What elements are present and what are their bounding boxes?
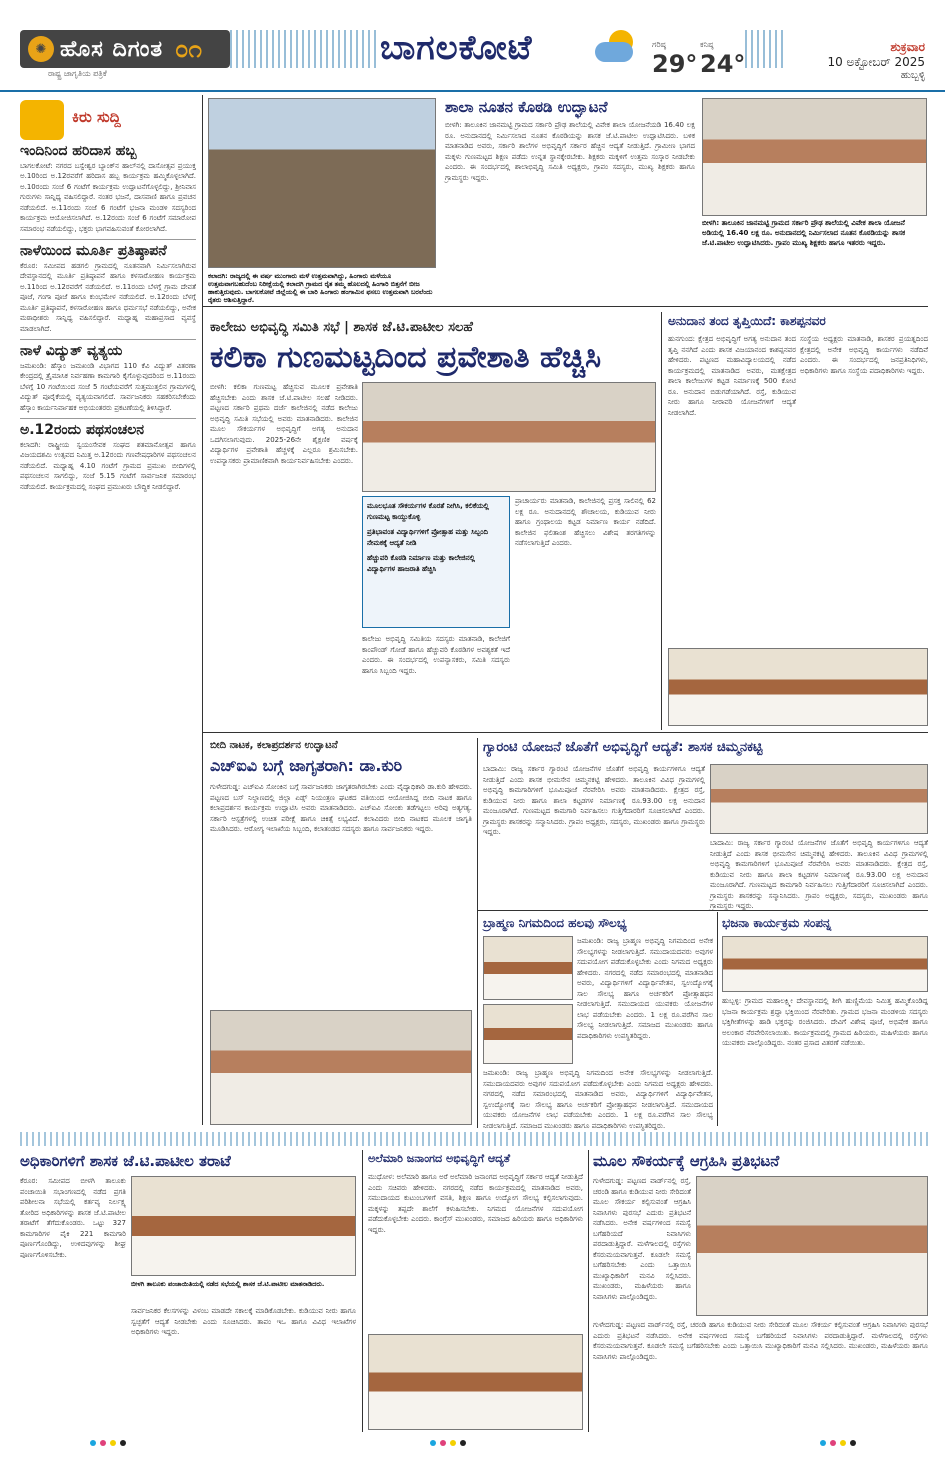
divider [20,339,196,340]
grant-felicitation-photo[interactable] [668,648,928,726]
inauguration-photo[interactable] [702,98,927,216]
briefs-column [20,140,196,1140]
column-rule [362,1150,363,1432]
alemari-photo[interactable] [368,1334,583,1430]
brief-item[interactable] [20,343,196,413]
min-temp: 24° [700,50,746,78]
inauguration-caption: ಬೀಳಗಿ: ತಾಲೂಕಿನ ಜಾನಮಟ್ಟಿ ಗ್ರಾಮದ ಸರ್ಕಾರಿ ಪ್ರೌಢ ಶಾಲೆಯಲ್ಲಿ ವಿವೇಕ ಶಾಲಾ ಯೋಜನೆ ಅಡಿಯಲ್ಲಿ 16.40 ಲಕ್ಷ ರೂ. ಅನುದಾನದಲ್ಲಿ ನಿರ್ಮಿಸಲಾದ ನೂತನ ಕೊಠಡಿಯನ್ನು ಶಾಸಕ ಜೆ.ಟಿ.ಪಾಟೀಲ ಉದ್ಘಾಟಿಸಿದರು. ಗ್ರಾಪಂ ಮುಖ್ಯ ಶಿಕ್ಷಕರು ಹಾಗೂ ಇತರರು ಇದ್ದರು. [702,219,906,247]
max-temp: 29° [652,50,698,78]
bhajan-photo[interactable] [722,936,928,992]
lead-headline[interactable]: ಕಲಿಕಾ ಗುಣಮಟ್ಟದಿಂದ ಪ್ರವೇಶಾತಿ ಹೆಚ್ಚಿಸಿ [210,340,602,375]
classroom-headline[interactable]: ಶಾಲಾ ನೂತನ ಕೊಠಡಿ ಉದ್ಘಾಟನೆ [445,98,608,116]
brief-body: ಕೆರೂರ: ಸಮೀಪದ ಹಡಗಲಿ ಗ್ರಾಮದಲ್ಲಿ ನೂತನವಾಗಿ ನಿರ್ಮಿಸಲಾಗಿರುವ ದೇವಸ್ಥಾನದಲ್ಲಿ ಮೂರ್ತಿ ಪ್ರತಿಷ್ಠಾಪನೆ ಹಾಗೂ ಕಳಸಾರೋಹಣ ಕಾರ್ಯಕ್ರಮ ಅ.11ರಿಂದ ಅ.12ರವರೆಗೆ ನಡೆಯಲಿದೆ. ಅ.11ರಂದು ಬೆಳಗ್ಗೆ ಗ್ರಾಮ ದೇವತೆ ಪೂಜೆ, ಗಂಗಾ ಪೂಜೆ ಹಾಗೂ ಕುಂಭಮೇಳ ನಡೆಯಲಿದೆ. ಅ.12ರಂದು ಬೆಳಗ್ಗೆ ಮೂರ್ತಿ ಪ್ರತಿಷ್ಠಾಪನೆ, ಕಳಸಾರೋಹಣ ಹಾಗೂ ಧರ್ಮಸಭೆ ನಡೆಯಲಿದ್ದು, ಅನೇಕ ಮಠಾಧೀಶರು ಸಾನ್ನಿಧ್ಯ ವಹಿಸಲಿದ್ದಾರೆ. ಮಧ್ಯಾಹ್ನ ಮಹಾಪ್ರಸಾದ ವ್ಯವಸ್ಥೆ ಮಾಡಲಾಗಿದೆ. [20,261,196,333]
lead-group-photo[interactable] [362,382,656,492]
masthead [0,0,945,92]
guarantee-body-cont: ಬಾದಾಮಿ: ರಾಜ್ಯ ಸರ್ಕಾರ ಗ್ಯಾರಂಟಿ ಯೋಜನೆಗಳ ಜೊತೆಗೆ ಅಭಿವೃದ್ಧಿ ಕಾರ್ಯಗಳಿಗೂ ಆದ್ಯತೆ ನೀಡುತ್ತಿದೆ ಎಂದು ಶಾಸಕ ಭೀಮಸೇನ ಚಿಮ್ಮನಕಟ್ಟಿ ಹೇಳಿದರು. ತಾಲೂಕಿನ ವಿವಿಧ ಗ್ರಾಮಗಳಲ್ಲಿ ಅಭಿವೃದ್ಧಿ ಕಾಮಗಾರಿಗಳಿಗೆ ಭೂಮಿಪೂಜೆ ನೆರವೇರಿಸಿ ಅವರು ಮಾತನಾಡಿದರು. ಕ್ಷೇತ್ರದ ರಸ್ತೆ, ಕುಡಿಯುವ ನೀರು ಹಾಗೂ ಶಾಲಾ ಕಟ್ಟಡಗಳ ನಿರ್ಮಾಣಕ್ಕೆ ರೂ.93.00 ಲಕ್ಷ ಅನುದಾನ ಮಂಜೂರಾಗಿದೆ. ಗುಣಮಟ್ಟದ ಕಾಮಗಾರಿ ನಿರ್ವಹಿಸಲು ಗುತ್ತಿಗೆದಾರರಿಗೆ ಸೂಚಿಸಲಾಗಿದೆ ಎಂದರು. ಗ್ರಾಮಸ್ಥರು ಶಾಸಕರನ್ನು ಸನ್ಮಾನಿಸಿದರು. ಗ್ರಾಪಂ ಅಧ್ಯಕ್ಷರು, ಸದಸ್ಯರು, ಮುಖಂಡರು ಹಾಗೂ ಗ್ರಾಮಸ್ಥರು ಇದ್ದರು. [710,839,928,910]
brief-body: ಜಮಖಂಡಿ: ಹೆಸ್ಕಾಂ ಜಮಖಂಡಿ ವಿಭಾಗದ 110 ಕೆವಿ ವಿದ್ಯುತ್ ವಿತರಣಾ ಕೇಂದ್ರದಲ್ಲಿ ತ್ರೈಮಾಸಿಕ ನಿರ್ವಹಣಾ ಕಾಮಗಾರಿ ಕೈಗೊಳ್ಳುವುದರಿಂದ ಅ.11ರಂದು ಬೆಳಗ್ಗೆ 10 ಗಂಟೆಯಿಂದ ಸಂಜೆ 5 ಗಂಟೆಯವರೆಗೆ ಸುತ್ತಮುತ್ತಲಿನ ಗ್ರಾಮಗಳಲ್ಲಿ ವಿದ್ಯುತ್ ಪೂರೈಕೆಯಲ್ಲಿ ವ್ಯತ್ಯಯವಾಗಲಿದೆ. ಸಾರ್ವಜನಿಕರು ಸಹಕರಿಸಬೇಕೆಂದು ಹೆಸ್ಕಾಂ ಕಾರ್ಯನಿರ್ವಾಹಕ ಅಭಿಯಂತರರು ಪ್ರಕಟಣೆಯಲ್ಲಿ ತಿಳಿಸಿದ್ದಾರೆ. [20,361,196,412]
grant-headline[interactable]: ಅನುದಾನ ತಂದ ತೃಪ್ತಿಯಿದೆ: ಕಾಶಪ್ಪನವರ [668,314,826,328]
lead-body-3: ಕಾಲೇಜು ಅಭಿವೃದ್ಧಿ ಸಮಿತಿಯ ಸದಸ್ಯರು ಮಾತನಾಡಿ, ಕಾಲೇಜಿಗೆ ಕಾಂಪೌಂಡ್ ಗೋಡೆ ಹಾಗೂ ಹೆಚ್ಚುವರಿ ಕೊಠಡಿಗಳ ಅವಶ್ಯಕತೆ ಇದೆ ಎಂದರು. ಈ ಸಂದರ್ಭದಲ್ಲಿ ಉಪನ್ಯಾಸಕರು, ಸಮಿತಿ ಸದಸ್ಯರು ಹಾಗೂ ಸಿಬ್ಬಂದಿ ಇದ್ದರು. [362,635,510,675]
section-rule [203,732,928,733]
protest-headline[interactable]: ಮೂಲ ಸೌಕರ್ಯಕ್ಕೆ ಆಗ್ರಹಿಸಿ ಪ್ರತಿಭಟನೆ [593,1152,780,1170]
lead-quotes-box [362,496,510,628]
max-temp-block [652,40,697,78]
street-play-photo[interactable] [210,1010,472,1125]
print-registration-marks [90,1440,126,1446]
protest-body-2: ಗುಳೇದಗುಡ್ಡ: ಪಟ್ಟಣದ ವಾರ್ಡ್‌ನಲ್ಲಿ ರಸ್ತೆ, ಚರಂಡಿ ಹಾಗೂ ಕುಡಿಯುವ ನೀರು ಸೇರಿದಂತೆ ಮೂಲ ಸೌಕರ್ಯ ಕಲ್ಪಿಸುವಂತೆ ಆಗ್ರಹಿಸಿ ನಿವಾಸಿಗಳು ಪುರಸಭೆ ಎದುರು ಪ್ರತಿಭಟನೆ ನಡೆಸಿದರು. ಅನೇಕ ವರ್ಷಗಳಿಂದ ಸಮಸ್ಯೆ ಬಗೆಹರಿಯದೆ ನಿವಾಸಿಗಳು ಪರದಾಡುತ್ತಿದ್ದಾರೆ. ಮಳೆಗಾಲದಲ್ಲಿ ರಸ್ತೆಗಳು ಕೆಸರುಮಯವಾಗುತ್ತವೆ. ಕೂಡಲೇ ಸಮಸ್ಯೆ ಬಗೆಹರಿಸಬೇಕು ಎಂದು ಒತ್ತಾಯಿಸಿ ಮುಖ್ಯಾಧಿಕಾರಿಗೆ ಮನವಿ ಸಲ್ಲಿಸಿದರು. ಮುಖಂಡರು, ಮಹಿಳೆಯರು ಹಾಗೂ ನಿವಾಸಿಗಳು ಪಾಲ್ಗೊಂಡಿದ್ದರು. [593,1321,928,1361]
column-rule [477,738,478,1128]
max-temp-label: ಗರಿಷ್ಠ [652,40,666,49]
column-rule [588,1150,589,1432]
edition-name: ಹುಬ್ಬಳ್ಳಿ [900,70,925,81]
farmer-photo-caption: ಕಲಾದಗಿ: ರಾಜ್ಯದಲ್ಲಿ ಈ ವರ್ಷ ಮುಂಗಾರು ಮಳೆ ಉತ್ತಮವಾಗಿದ್ದು, ಹಿಂಗಾರು ಮಳೆಯೂ ಉತ್ತಮವಾಗಬಹುದೆಂಬ ನಿರೀಕ್ಷೆಯಲ್ಲಿ ಕಲಾದಗಿ ಗ್ರಾಮದ ರೈತ ತಮ್ಮ ಹೊಲದಲ್ಲಿ ಹಿಂಗಾರಿ ಬಿತ್ತನೆಗೆ ಬೀಜ ಹಾಕುತ್ತಿರುವುದು. ಬಾಗಲಕೋಟೆ ಜಿಲ್ಲೆಯಲ್ಲಿ ಈ ಬಾರಿ ಹಿಂಗಾರು ಹಂಗಾಮಿನ ಫಸಲು ಉತ್ತಮವಾಗಿ ಬರಲೆಂದು ರೈತರು ಆಶಿಸುತ್ತಿದ್ದಾರೆ. [208,272,433,304]
brahmin-photo-1[interactable] [483,936,573,1000]
column-rule [661,312,662,730]
quote-item: ಪ್ರತಿಭಾವಂತ ವಿದ್ಯಾರ್ಥಿಗಳಿಗೆ ಪ್ರೋತ್ಸಾಹ ಮತ್ತು ಸಿಬ್ಬಂದಿ ನೇಮಕಕ್ಕೆ ಆದ್ಯತೆ ನೀಡಿ [367,528,489,547]
officials-photo-caption: ಬೀಳಗಿ ತಾಲೂಕು ಪಂಚಾಯಿತಿಯಲ್ಲಿ ನಡೆದ ಸಭೆಯಲ್ಲಿ ಶಾಸಕ ಜೆ.ಟಿ.ಪಾಟೀಲ ಮಾತನಾಡಿದರು. [131,1280,325,1288]
weekday: ಶುಕ್ರವಾರ [890,40,925,54]
guarantee-photo[interactable] [710,764,928,834]
quote-item: ಮೂಲಭೂತ ಸೌಕರ್ಯಗಳ ಕೊರತೆ ನೀಗಿಸಿ, ಕಲಿಕೆಯಲ್ಲಿ ಗುಣಮಟ್ಟ ಕಾಯ್ದುಕೊಳ್ಳಿ [367,502,489,521]
brahmin-photo-2[interactable] [483,1004,573,1064]
protest-body-1: ಗುಳೇದಗುಡ್ಡ: ಪಟ್ಟಣದ ವಾರ್ಡ್‌ನಲ್ಲಿ ರಸ್ತೆ, ಚರಂಡಿ ಹಾಗೂ ಕುಡಿಯುವ ನೀರು ಸೇರಿದಂತೆ ಮೂಲ ಸೌಕರ್ಯ ಕಲ್ಪಿಸುವಂತೆ ಆಗ್ರಹಿಸಿ ನಿವಾಸಿಗಳು ಪುರಸಭೆ ಎದುರು ಪ್ರತಿಭಟನೆ ನಡೆಸಿದರು. ಅನೇಕ ವರ್ಷಗಳಿಂದ ಸಮಸ್ಯೆ ಬಗೆಹರಿಯದೆ ನಿವಾಸಿಗಳು ಪರದಾಡುತ್ತಿದ್ದಾರೆ. ಮಳೆಗಾಲದಲ್ಲಿ ರಸ್ತೆಗಳು ಕೆಸರುಮಯವಾಗುತ್ತವೆ. ಕೂಡಲೇ ಸಮಸ್ಯೆ ಬಗೆಹರಿಸಬೇಕು ಎಂದು ಒತ್ತಾಯಿಸಿ ಮುಖ್ಯಾಧಿಕಾರಿಗೆ ಮನವಿ ಸಲ್ಲಿಸಿದರು. ಮುಖಂಡರು, ಮಹಿಳೆಯರು ಹಾಗೂ ನಿವಾಸಿಗಳು ಪಾಲ್ಗೊಂಡಿದ್ದರು. [593,1177,691,1301]
brief-item[interactable] [20,143,196,234]
officials-headline[interactable]: ಅಧಿಕಾರಿಗಳಿಗೆ ಶಾಸಕ ಜೆ.ಟಿ.ಪಾಟೀಲ ತರಾಟೆ [20,1152,231,1170]
brahmin-body: ಜಮಖಂಡಿ: ರಾಜ್ಯ ಬ್ರಾಹ್ಮಣ ಅಭಿವೃದ್ಧಿ ನಿಗಮದಿಂದ ಅನೇಕ ಸೌಲಭ್ಯಗಳನ್ನು ನೀಡಲಾಗುತ್ತಿದೆ. ಸಮುದಾಯದವರು ಅವುಗಳ ಸದುಪಯೋಗ ಪಡೆದುಕೊಳ್ಳಬೇಕು ಎಂದು ನಿಗಮದ ಅಧ್ಯಕ್ಷರು ಹೇಳಿದರು. ನಗರದಲ್ಲಿ ನಡೆದ ಸಮಾರಂಭದಲ್ಲಿ ಮಾತನಾಡಿದ ಅವರು, ವಿದ್ಯಾರ್ಥಿಗಳಿಗೆ ವಿದ್ಯಾರ್ಥಿವೇತನ, ಸ್ವಉದ್ಯೋಗಕ್ಕೆ ಸಾಲ ಸೌಲಭ್ಯ ಹಾಗೂ ಅರ್ಚಕರಿಗೆ ಪ್ರೋತ್ಸಾಹಧನ ನೀಡಲಾಗುತ್ತಿದೆ. ಸಮುದಾಯದ ಯುವಕರು ಯೋಜನೆಗಳ ಲಾಭ ಪಡೆಯಬೇಕು ಎಂದರು. 1 ಲಕ್ಷ ರೂ.ವರೆಗಿನ ಸಾಲ ಸೌಲಭ್ಯ ನೀಡಲಾಗುತ್ತಿದೆ. ಸಮಾಜದ ಮುಖಂಡರು ಹಾಗೂ ಪದಾಧಿಕಾರಿಗಳು ಉಪಸ್ಥಿತರಿದ್ದರು. [483,1069,713,1130]
briefs-section-label [20,100,200,140]
min-temp-block [700,40,745,78]
lamp-icon: ✺ [28,36,54,62]
brief-headline: ನಾಳೆ ವಿದ್ಯುತ್ ವ್ಯತ್ಯಯ [20,343,123,359]
logo-tagline: ರಾಷ್ಟ್ರ ಜಾಗೃತಿಯ ಪತ್ರಿಕೆ [48,69,107,78]
lead-body-1: ಬೀಳಗಿ: ಕಲಿಕಾ ಗುಣಮಟ್ಟ ಹೆಚ್ಚಿಸುವ ಮೂಲಕ ಪ್ರವೇಶಾತಿ ಹೆಚ್ಚಿಸಬೇಕು ಎಂದು ಶಾಸಕ ಜೆ.ಟಿ.ಪಾಟೀಲ ಸಲಹೆ ನೀಡಿದರು. ಪಟ್ಟಣದ ಸರ್ಕಾರಿ ಪ್ರಥಮ ದರ್ಜೆ ಕಾಲೇಜಿನಲ್ಲಿ ನಡೆದ ಕಾಲೇಜು ಅಭಿವೃದ್ಧಿ ಸಮಿತಿ ಸಭೆಯಲ್ಲಿ ಅವರು ಮಾತನಾಡಿದರು. ಕಾಲೇಜಿನ ಮೂಲ ಸೌಕರ್ಯಗಳ ಅಭಿವೃದ್ಧಿಗೆ ಅಗತ್ಯ ಅನುದಾನ ಒದಗಿಸಲಾಗುವುದು. 2025-26ನೇ ಶೈಕ್ಷಣಿಕ ವರ್ಷಕ್ಕೆ ವಿದ್ಯಾರ್ಥಿಗಳ ಪ್ರವೇಶಾತಿ ಹೆಚ್ಚಳಕ್ಕೆ ಎಲ್ಲರೂ ಶ್ರಮಿಸಬೇಕು. ಉಪನ್ಯಾಸಕರು ಪ್ರಾಮಾಣಿಕವಾಗಿ ಕಾರ್ಯನಿರ್ವಹಿಸಬೇಕು ಎಂದರು. [210,383,358,465]
edition-city-title: ಬಾಗಲಕೋಟೆ [380,28,533,68]
classroom-body: ಬೀಳಗಿ: ತಾಲೂಕಿನ ಜಾನಮಟ್ಟಿ ಗ್ರಾಮದ ಸರ್ಕಾರಿ ಪ್ರೌಢ ಶಾಲೆಯಲ್ಲಿ ವಿವೇಕ ಶಾಲಾ ಯೋಜನೆಯಡಿ 16.40 ಲಕ್ಷ ರೂ. ಅನುದಾನದಲ್ಲಿ ನಿರ್ಮಿಸಲಾದ ನೂತನ ಕೊಠಡಿಯನ್ನು ಶಾಸಕ ಜೆ.ಟಿ.ಪಾಟೀಲ ಉದ್ಘಾಟಿಸಿದರು. ಬಳಿಕ ಮಾತನಾಡಿದ ಅವರು, ಸರ್ಕಾರಿ ಶಾಲೆಗಳ ಅಭಿವೃದ್ಧಿಗೆ ಸರ್ಕಾರ ಹೆಚ್ಚಿನ ಆದ್ಯತೆ ನೀಡುತ್ತಿದೆ. ಗ್ರಾಮೀಣ ಭಾಗದ ಮಕ್ಕಳು ಗುಣಮಟ್ಟದ ಶಿಕ್ಷಣ ಪಡೆದು ಉನ್ನತ ಸ್ಥಾನಕ್ಕೇರಬೇಕು. ಶಿಕ್ಷಕರು ಮಕ್ಕಳಿಗೆ ಉತ್ತಮ ಸಂಸ್ಕಾರ ನೀಡಬೇಕು ಎಂದರು. ಈ ಸಂದರ್ಭದಲ್ಲಿ ಶಾಲಾಭಿವೃದ್ಧಿ ಸಮಿತಿ ಅಧ್ಯಕ್ಷರು, ಗ್ರಾಪಂ ಸದಸ್ಯರು, ಮುಖ್ಯ ಶಿಕ್ಷಕರು ಹಾಗೂ ಗ್ರಾಮಸ್ಥರು ಇದ್ದರು. [445,121,695,182]
lead-body-2: ಪ್ರಾಚಾರ್ಯರು ಮಾತನಾಡಿ, ಕಾಲೇಜಿನಲ್ಲಿ ಪ್ರಸಕ್ತ ಸಾಲಿನಲ್ಲಿ 62 ಲಕ್ಷ ರೂ. ಅನುದಾನದಲ್ಲಿ ಶೌಚಾಲಯ, ಕುಡಿಯುವ ನೀರು ಹಾಗೂ ಗ್ರಂಥಾಲಯ ಕಟ್ಟಡ ನಿರ್ಮಾಣ ಕಾರ್ಯ ನಡೆದಿದೆ. ಕಾಲೇಜಿನ ಫಲಿತಾಂಶ ಹೆಚ್ಚಿಸಲು ವಿಶೇಷ ತರಗತಿಗಳನ್ನು ನಡೆಸಲಾಗುತ್ತಿದೆ ಎಂದರು. [515,497,656,547]
divider [20,239,196,240]
section-rule [203,306,928,307]
officials-photo[interactable] [131,1176,356,1276]
officials-body-1: ಕೆರೂರ: ಸಮೀಪದ ಬೀಳಗಿ ತಾಲೂಕು ಪಂಚಾಯಿತಿ ಸಭಾಂಗಣದಲ್ಲಿ ನಡೆದ ಪ್ರಗತಿ ಪರಿಶೀಲನಾ ಸಭೆಯಲ್ಲಿ ಕರ್ತವ್ಯ ನಿರ್ಲಕ್ಷ್ಯ ತೋರಿದ ಅಧಿಕಾರಿಗಳನ್ನು ಶಾಸಕ ಜೆ.ಟಿ.ಪಾಟೀಲ ತರಾಟೆಗೆ ತೆಗೆದುಕೊಂಡರು. ಒಟ್ಟು 327 ಕಾಮಗಾರಿಗಳ ಪೈಕಿ 221 ಕಾಮಗಾರಿ ಪೂರ್ಣಗೊಂಡಿದ್ದು, ಉಳಿದವುಗಳನ್ನು ಶೀಘ್ರ ಪೂರ್ಣಗೊಳಿಸಬೇಕು. [20,1177,126,1259]
guarantee-body: ಬಾದಾಮಿ: ರಾಜ್ಯ ಸರ್ಕಾರ ಗ್ಯಾರಂಟಿ ಯೋಜನೆಗಳ ಜೊತೆಗೆ ಅಭಿವೃದ್ಧಿ ಕಾರ್ಯಗಳಿಗೂ ಆದ್ಯತೆ ನೀಡುತ್ತಿದೆ ಎಂದು ಶಾಸಕ ಭೀಮಸೇನ ಚಿಮ್ಮನಕಟ್ಟಿ ಹೇಳಿದರು. ತಾಲೂಕಿನ ವಿವಿಧ ಗ್ರಾಮಗಳಲ್ಲಿ ಅಭಿವೃದ್ಧಿ ಕಾಮಗಾರಿಗಳಿಗೆ ಭೂಮಿಪೂಜೆ ನೆರವೇರಿಸಿ ಅವರು ಮಾತನಾಡಿದರು. ಕ್ಷೇತ್ರದ ರಸ್ತೆ, ಕುಡಿಯುವ ನೀರು ಹಾಗೂ ಶಾಲಾ ಕಟ್ಟಡಗಳ ನಿರ್ಮಾಣಕ್ಕೆ ರೂ.93.00 ಲಕ್ಷ ಅನುದಾನ ಮಂಜೂರಾಗಿದೆ. ಗುಣಮಟ್ಟದ ಕಾಮಗಾರಿ ನಿರ್ವಹಿಸಲು ಗುತ್ತಿಗೆದಾರರಿಗೆ ಸೂಚಿಸಲಾಗಿದೆ ಎಂದರು. ಗ್ರಾಮಸ್ಥರು ಶಾಸಕರನ್ನು ಸನ್ಮಾನಿಸಿದರು. ಗ್ರಾಪಂ ಅಧ್ಯಕ್ಷರು, ಸದಸ್ಯರು, ಮುಖಂಡರು ಹಾಗೂ ಗ್ರಾಮಸ್ಥರು ಇದ್ದರು. [483,765,705,836]
bhajan-body: ಹುಬ್ಬಳ್ಳಿ: ಗ್ರಾಮದ ಮಹಾಲಕ್ಷ್ಮೀ ದೇವಸ್ಥಾನದಲ್ಲಿ ಶೀಗಿ ಹುಣ್ಣಿಮೆಯ ನಿಮಿತ್ತ ಹಮ್ಮಿಕೊಂಡಿದ್ದ ಭಜನಾ ಕಾರ್ಯಕ್ರಮ ಶ್ರದ್ಧಾ ಭಕ್ತಿಯಿಂದ ನೆರವೇರಿತು. ಗ್ರಾಮದ ಭಜನಾ ಮಂಡಳಿಯ ಸದಸ್ಯರು ಭಕ್ತಿಗೀತೆಗಳನ್ನು ಹಾಡಿ ಭಕ್ತರನ್ನು ರಂಜಿಸಿದರು. ದೇವಿಗೆ ವಿಶೇಷ ಪೂಜೆ, ಅಭಿಷೇಕ ಹಾಗೂ ಅಲಂಕಾರ ನೆರವೇರಿಸಲಾಯಿತು. ಕಾರ್ಯಕ್ರಮದಲ್ಲಿ ಗ್ರಾಮದ ಹಿರಿಯರು, ಮಹಿಳೆಯರು ಹಾಗೂ ಯುವಕರು ಪಾಲ್ಗೊಂಡಿದ್ದರು. ನಂತರ ಪ್ರಸಾದ ವಿತರಣೆ ನಡೆಯಿತು. [722,997,928,1047]
brahmin-body-top: ಜಮಖಂಡಿ: ರಾಜ್ಯ ಬ್ರಾಹ್ಮಣ ಅಭಿವೃದ್ಧಿ ನಿಗಮದಿಂದ ಅನೇಕ ಸೌಲಭ್ಯಗಳನ್ನು ನೀಡಲಾಗುತ್ತಿದೆ. ಸಮುದಾಯದವರು ಅವುಗಳ ಸದುಪಯೋಗ ಪಡೆದುಕೊಳ್ಳಬೇಕು ಎಂದು ನಿಗಮದ ಅಧ್ಯಕ್ಷರು ಹೇಳಿದರು. ನಗರದಲ್ಲಿ ನಡೆದ ಸಮಾರಂಭದಲ್ಲಿ ಮಾತನಾಡಿದ ಅವರು, ವಿದ್ಯಾರ್ಥಿಗಳಿಗೆ ವಿದ್ಯಾರ್ಥಿವೇತನ, ಸ್ವಉದ್ಯೋಗಕ್ಕೆ ಸಾಲ ಸೌಲಭ್ಯ ಹಾಗೂ ಅರ್ಚಕರಿಗೆ ಪ್ರೋತ್ಸಾಹಧನ ನೀಡಲಾಗುತ್ತಿದೆ. ಸಮುದಾಯದ ಯುವಕರು ಯೋಜನೆಗಳ ಲಾಭ ಪಡೆಯಬೇಕು ಎಂದರು. 1 ಲಕ್ಷ ರೂ.ವರೆಗಿನ ಸಾಲ ಸೌಲಭ್ಯ ನೀಡಲಾಗುತ್ತಿದೆ. ಸಮಾಜದ ಮುಖಂಡರು ಹಾಗೂ ಪದಾಧಿಕಾರಿಗಳು ಉಪಸ್ಥಿತರಿದ್ದರು. [577,937,713,1040]
quote-item: ಹೆಚ್ಚುವರಿ ಕೊಠಡಿ ನಿರ್ಮಾಣ ಮತ್ತು ಕಾಲೇಜಿನಲ್ಲಿ ವಿದ್ಯಾರ್ಥಿಗಳ ಹಾಜರಾತಿ ಹೆಚ್ಚಿಸಿ [367,554,475,573]
officials-body-2: ಸಾರ್ವಜನಿಕರ ಕೆಲಸಗಳನ್ನು ವಿಳಂಬ ಮಾಡದೇ ಸಕಾಲಕ್ಕೆ ಮಾಡಿಕೊಡಬೇಕು. ಕುಡಿಯುವ ನೀರು ಹಾಗೂ ಸ್ವಚ್ಛತೆಗೆ ಆದ್ಯತೆ ನೀಡಬೇಕು ಎಂದು ಸೂಚಿಸಿದರು. ತಾಪಂ ಇಒ ಹಾಗೂ ವಿವಿಧ ಇಲಾಖೆಗಳ ಅಧಿಕಾರಿಗಳು ಇದ್ದರು. [131,1307,356,1336]
protest-photo[interactable] [696,1176,928,1316]
bhajan-headline[interactable]: ಭಜನಾ ಕಾರ್ಯಕ್ರಮ ಸಂಪನ್ನ [722,916,832,930]
min-temp-label: ಕನಿಷ್ಠ [700,40,714,49]
brief-headline: ಇಂದಿನಿಂದ ಹರಿದಾಸ ಹಬ್ಬ [20,143,137,159]
column-rule [717,912,718,1126]
brahmin-headline[interactable]: ಬ್ರಾಹ್ಮಣ ನಿಗಮದಿಂದ ಹಲವು ಸೌಲಭ್ಯ [483,916,627,930]
issue-date: 10 ಅಕ್ಟೋಬರ್ 2025 [827,55,925,69]
logo-text: ಹೊಸ ದಿಗಂತ [60,36,164,62]
print-registration-marks [430,1440,466,1446]
brief-body: ಬಾಗಲಕೋಟೆ: ನಗರದ ಬಸ್ವೇಶ್ವರ ಬ್ಯಾಂಕ್‌ನ ಹಾಲ್‌ನಲ್ಲಿ ದಾಸೋತ್ಸವ ಪ್ರಯುಕ್ತ ಅ.10ರಿಂದ ಅ.12ರವರೆಗೆ ಹರಿದಾಸ ಹಬ್ಬ ಕಾರ್ಯಕ್ರಮ ಹಮ್ಮಿಕೊಳ್ಳಲಾಗಿದೆ. ಅ.10ರಂದು ಸಂಜೆ 6 ಗಂಟೆಗೆ ಕಾರ್ಯಕ್ರಮ ಉದ್ಘಾಟನೆಗೊಳ್ಳಲಿದ್ದು, ಶ್ರೀನಿವಾಸ ಗುರುಗಳು ಸಾನ್ನಿಧ್ಯ ವಹಿಸಲಿದ್ದಾರೆ. ನಂತರ ಭಜನೆ, ದಾಸವಾಣಿ ಹಾಗೂ ಪ್ರವಚನ ನಡೆಯಲಿದೆ. ಅ.11ರಂದು ಸಂಜೆ 6 ಗಂಟೆಗೆ ಭಜನಾ ಮಂಡಳಿ ಸದಸ್ಯರಿಂದ ಕಾರ್ಯಕ್ರಮ ಆಯೋಜಿಸಲಾಗಿದೆ. ಅ.12ರಂದು ಸಂಜೆ 6 ಗಂಟೆಗೆ ಸಮಾರೋಪ ಸಮಾರಂಭ ನಡೆಯಲಿದ್ದು, ಭಕ್ತರು ಭಾಗವಹಿಸುವಂತೆ ಕೋರಲಾಗಿದೆ. [20,161,196,233]
bottom-section-rule [20,1132,928,1146]
hatch-decoration-right [745,30,785,68]
date-block [785,40,925,81]
briefs-title: ಕಿರು ಸುದ್ದಿ [72,108,121,126]
lead-kicker: ಕಾಲೇಜು ಅಭಿವೃದ್ಧಿ ಸಮಿತಿ ಸಭೆ | ಶಾಸಕ ಜೆ.ಟಿ.ಪಾಟೀಲ ಸಲಹೆ [210,320,473,335]
brief-headline: ಅ.12ರಂದು ಪಥಸಂಚಲನ [20,422,145,438]
alemari-body: ಮುಧೋಳ: ಅಲೆಮಾರಿ ಹಾಗೂ ಅರೆ ಅಲೆಮಾರಿ ಜನಾಂಗದ ಅಭಿವೃದ್ಧಿಗೆ ಸರ್ಕಾರ ಆದ್ಯತೆ ನೀಡುತ್ತಿದೆ ಎಂದು ಸಚಿವರು ಹೇಳಿದರು. ನಗರದಲ್ಲಿ ನಡೆದ ಕಾರ್ಯಕ್ರಮದಲ್ಲಿ ಮಾತನಾಡಿದ ಅವರು, ಸಮುದಾಯದ ಕುಟುಂಬಗಳಿಗೆ ವಸತಿ, ಶಿಕ್ಷಣ ಹಾಗೂ ಉದ್ಯೋಗ ಸೌಲಭ್ಯ ಕಲ್ಪಿಸಲಾಗುವುದು. ಮಕ್ಕಳನ್ನು ತಪ್ಪದೇ ಶಾಲೆಗೆ ಕಳುಹಿಸಬೇಕು. ನಿಗಮದ ಯೋಜನೆಗಳ ಸದುಪಯೋಗ ಪಡೆದುಕೊಳ್ಳಬೇಕು ಎಂದರು. ಕಾಂಗ್ರೆಸ್ ಮುಖಂಡರು, ಸಮಾಜದ ಹಿರಿಯರು ಹಾಗೂ ಅಧಿಕಾರಿಗಳು ಇದ್ದರು. [368,1173,583,1234]
guarantee-headline[interactable]: ಗ್ಯಾರಂಟಿ ಯೋಜನೆ ಜೊತೆಗೆ ಅಭಿವೃದ್ಧಿಗೆ ಆದ್ಯತೆ: ಶಾಸಕ ಚಿಮ್ಮನಕಟ್ಟಿ [483,740,763,755]
weather-icon [595,30,639,66]
street-play-body: ಗುಳೇದಗುಡ್ಡ: ಎಚ್‌ಐವಿ ಸೋಂಕಿನ ಬಗ್ಗೆ ಸಾರ್ವಜನಿಕರು ಜಾಗೃತರಾಗಿರಬೇಕು ಎಂದು ವೈದ್ಯಾಧಿಕಾರಿ ಡಾ.ಕುರಿ ಹೇಳಿದರು. ಪಟ್ಟಣದ ಬಸ್ ನಿಲ್ದಾಣದಲ್ಲಿ ಜಿಲ್ಲಾ ಏಡ್ಸ್ ನಿಯಂತ್ರಣ ಘಟಕದ ವತಿಯಿಂದ ಆಯೋಜಿಸಿದ್ದ ಬೀದಿ ನಾಟಕ ಹಾಗೂ ಕಲಾಪ್ರದರ್ಶನ ಕಾರ್ಯಕ್ರಮ ಉದ್ಘಾಟಿಸಿ ಅವರು ಮಾತನಾಡಿದರು. ಎಚ್‌ಐವಿ ಸೋಂಕು ತಡೆಗಟ್ಟಲು ಅರಿವು ಅತ್ಯಗತ್ಯ. ಸರ್ಕಾರಿ ಆಸ್ಪತ್ರೆಗಳಲ್ಲಿ ಉಚಿತ ಪರೀಕ್ಷೆ ಹಾಗೂ ಚಿಕಿತ್ಸೆ ಲಭ್ಯವಿದೆ. ಕಲಾವಿದರು ಬೀದಿ ನಾಟಕದ ಮೂಲಕ ಜಾಗೃತಿ ಮೂಡಿಸಿದರು. ಆರೋಗ್ಯ ಇಲಾಖೆಯ ಸಿಬ್ಬಂದಿ, ಕಲಾತಂಡದ ಸದಸ್ಯರು ಹಾಗೂ ಸಾರ್ವಜನಿಕರು ಇದ್ದರು. [210,783,472,833]
page-number: ೦೧ [175,35,202,63]
alemari-headline[interactable]: ಅಲೆಮಾರಿ ಜನಾಂಗದ ಅಭಿವೃದ್ಧಿಗೆ ಆದ್ಯತೆ [368,1152,511,1165]
column-rule [202,95,203,1125]
hatch-decoration [230,30,380,68]
brief-item[interactable] [20,243,196,334]
hand-icon [20,100,64,140]
section-rule [478,910,928,911]
grant-body-2: ಸಂಸ್ಥೆಯ ಅಧ್ಯಕ್ಷರು ಮಾತನಾಡಿ, ಶಾಸಕರ ಪ್ರಯತ್ನದಿಂದ ಕ್ಷೇತ್ರದಲ್ಲಿ ಅನೇಕ ಅಭಿವೃದ್ಧಿ ಕಾರ್ಯಗಳು ನಡೆದಿವೆ ಎಂದರು. ಈ ಸಂದರ್ಭದಲ್ಲಿ ಜನಪ್ರತಿನಿಧಿಗಳು, ಅಧಿಕಾರಿಗಳು ಹಾಗೂ ಸಂಸ್ಥೆಯ ಪದಾಧಿಕಾರಿಗಳು ಇದ್ದರು. [800,335,928,375]
print-registration-marks [820,1440,856,1446]
divider [20,418,196,419]
street-play-kicker: ಬೀದಿ ನಾಟಕ, ಕಲಾಪ್ರದರ್ಶನ ಉದ್ಘಾಟನೆ [210,740,338,751]
brief-headline: ನಾಳೆಯಿಂದ ಮೂರ್ತಿ ಪ್ರತಿಷ್ಠಾಪನೆ [20,243,167,259]
grant-body-1: ಹುನಗುಂದ: ಕ್ಷೇತ್ರದ ಅಭಿವೃದ್ಧಿಗೆ ಅಗತ್ಯ ಅನುದಾನ ತಂದ ತೃಪ್ತಿ ನನಗಿದೆ ಎಂದು ಶಾಸಕ ವಿಜಯಾನಂದ ಕಾಶಪ್ಪನವರ ಹೇಳಿದರು. ಪಟ್ಟಣದ ಮಹಾವಿದ್ಯಾಲಯದಲ್ಲಿ ನಡೆದ ಕಾರ್ಯಕ್ರಮದಲ್ಲಿ ಮಾತನಾಡಿದ ಅವರು, ಮತಕ್ಷೇತ್ರದ ಶಾಲಾ ಕಾಲೇಜುಗಳ ಕಟ್ಟಡ ನಿರ್ಮಾಣಕ್ಕೆ 500 ಕೋಟಿ ರೂ. ಅನುದಾನ ಬಿಡುಗಡೆಯಾಗಿದೆ. ರಸ್ತೆ, ಕುಡಿಯುವ ನೀರು ಹಾಗೂ ನೀರಾವರಿ ಯೋಜನೆಗಳಿಗೆ ಆದ್ಯತೆ ನೀಡಲಾಗಿದೆ. [668,335,796,417]
brief-item[interactable] [20,422,196,492]
street-play-headline[interactable]: ಎಚ್‌ಐವಿ ಬಗ್ಗೆ ಜಾಗೃತರಾಗಿ: ಡಾ.ಕುರಿ [210,756,403,775]
brief-body: ಕಲಾದಗಿ: ರಾಷ್ಟ್ರೀಯ ಸ್ವಯಂಸೇವಕ ಸಂಘದ ಶತಮಾನೋತ್ಸವ ಹಾಗೂ ವಿಜಯದಶಮಿ ಉತ್ಸವದ ನಿಮಿತ್ತ ಅ.12ರಂದು ಗಣವೇಷಧಾರಿಗಳ ಪಥಸಂಚಲನ ನಡೆಯಲಿದೆ. ಮಧ್ಯಾಹ್ನ 4.10 ಗಂಟೆಗೆ ಗ್ರಾಮದ ಪ್ರಮುಖ ಬೀದಿಗಳಲ್ಲಿ ಪಥಸಂಚಲನ ಸಾಗಲಿದ್ದು, ಸಂಜೆ 5.15 ಗಂಟೆಗೆ ಸಾರ್ವಜನಿಕ ಸಮಾರಂಭ ನಡೆಯಲಿದೆ. ಕಾರ್ಯಕ್ರಮದಲ್ಲಿ ಸಂಘದ ಪ್ರಮುಖರು ಬೌದ್ಧಿಕ ನೀಡಲಿದ್ದಾರೆ. [20,440,196,491]
farmer-sowing-photo[interactable] [208,98,436,268]
